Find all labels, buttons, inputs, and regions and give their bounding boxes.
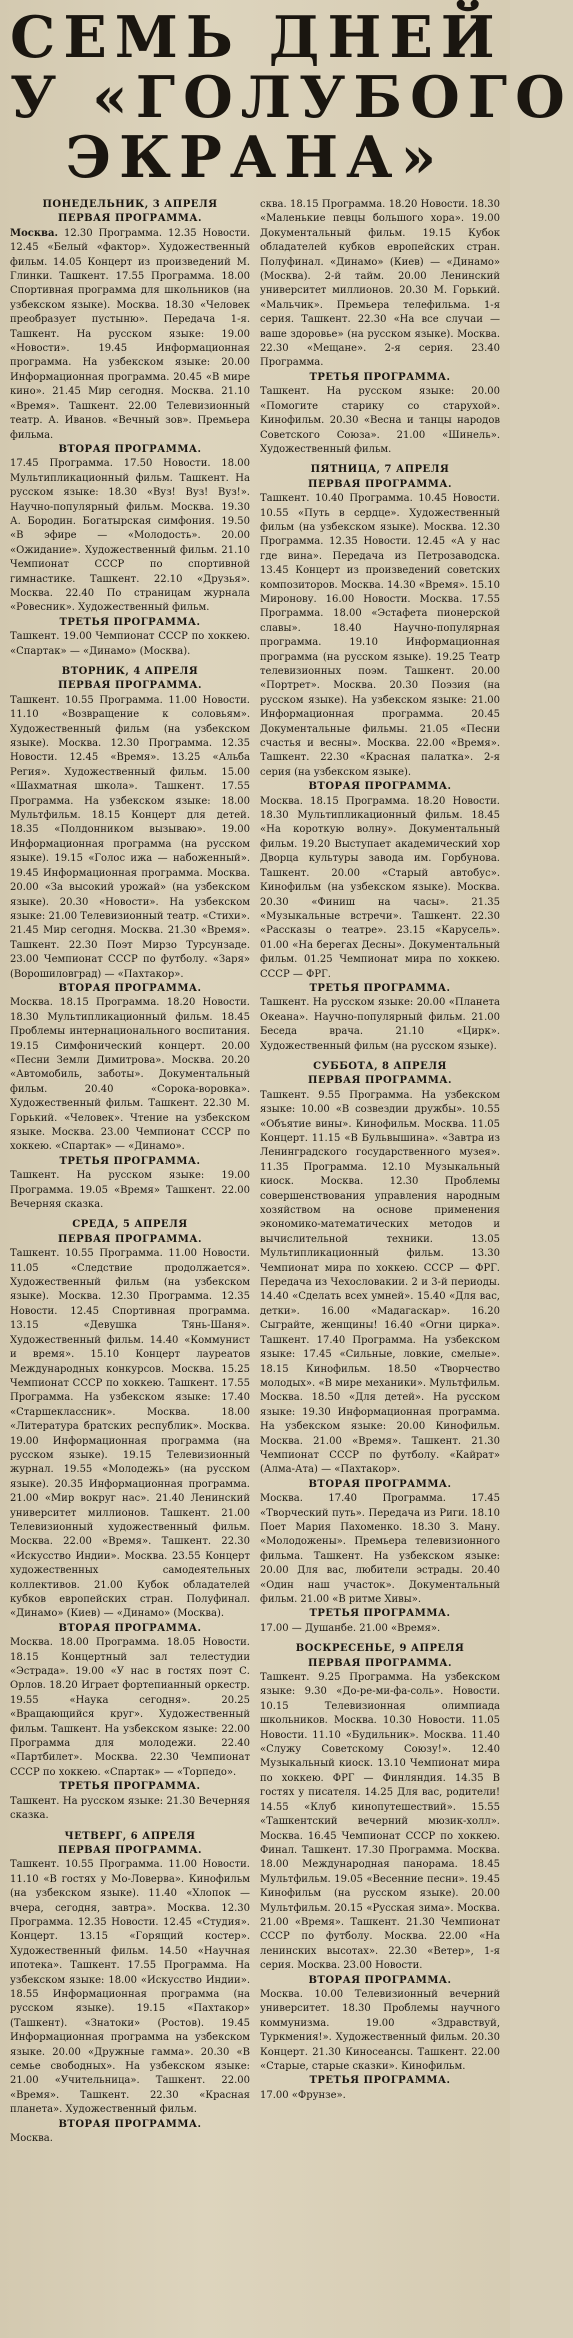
day-title-saturday: СУББОТА, 8 АПРЕЛЯ — [313, 1060, 447, 1072]
city-label: Москва. — [10, 227, 58, 239]
schedule-text: Ташкент. 10.55 Программа. 11.00 Новости. 11.10 «В гостях у Мо-Ловерва». Кинофильм (на узбекском языке). 11.40 «Хлопок — вчера, сегодня, завтра». Москва. 12.30 Программа. 12.35 Новости. 12.45 «Студия». Концерт. 13.15 «Горящий костер». Художественный фильм. 14.50 «Научная ипотека». Ташкент. 17.55 Программа. На узбекском языке: 18.00 «Искусство Индии». 18.55 Информационная программа (на русском языке). 19.15 «Пахтакор» (Ташкент). «Знатоки» (Ростов). 19.45 Информационная программа на узбекском языке. 20.00 «Дружные гамма». 20.30 «В семье свободных». На узбекском языке: 21.00 «Учительница». Ташкент. 22.00 «Время». Ташкент. 22.30 «Красная планета». Художественный фильм. — [10, 1859, 250, 2116]
channel-heading: ПЕРВАЯ ПРОГРАММА. — [308, 478, 452, 490]
schedule-text: Ташкент. 9.55 Программа. На узбекском языке: 10.00 «В созвездии дружбы». 10.55 «Объятие вины». Кинофильм. Москва. 11.05 Концерт. 11.15 «В Бульвышина». «Завтра из Ленинградского государственного музея». 11.35 Программа. 12.10 Музыкальный киоск. Москва. 12.30 Проблемы совершенствования управления народным хозяйством на основе применения экономико-математических методов и вычислительной техники. 13.05 Мультипликационный фильм. 13.30 Чемпионат мира по хоккею. СССР — ФРГ. Передача из Чехословакии. 2 и 3-й периоды. 14.40 «Сделать всех умней». 15.40 «Для вас, детки». 16.00 «Мадагаскар». 16.20 Сыграйте, женщины! 16.40 «Огни цирка». Ташкент. 17.40 Программа. На узбекском языке: 17.45 «Сильные, ловкие, смелые». 18.15 Кинофильм. 18.50 «Творчество молодых». «В мире механики». Мультфильм. Москва. 18.50 «Для детей». На русском языке: 19.30 Информационная программа. На узбекском языке: 20.00 Кинофильм. Москва. 21.00 «Время». Ташкент. 21.30 Чемпионат СССР по футболу. «Кайрат» (Алма-Ата) — «Пахтакор». — [260, 1089, 500, 1476]
channel-heading: ВТОРАЯ ПРОГРАММА. — [308, 1974, 452, 1986]
right-column — [260, 198, 500, 2146]
schedule-text: Ташкент. На русском языке: 20.00 «Планета Океана». Научно-популярный фильм. 21.00 Беседа врача. 21.10 «Цирк». Художественный фильм (на русском языке). — [260, 997, 500, 1052]
channel-heading: ВТОРАЯ ПРОГРАММА. — [58, 1622, 202, 1634]
schedule-text: 17.45 Программа. 17.50 Новости. 18.00 Мультипликационный фильм. Ташкент. На русском языке: 18.30 «Вуз! Вуз! Вуз!». Научно-популярный фильм. Москва. 19.30 А. Бородин. Богатырская симфония. 19.50 «В эфире — «Молодость». 20.00 «Ожидание». Художественный фильм. 21.10 Чемпионат СССР по спортивной гимнастике. Ташкент. 22.10 «Друзья». Москва. 22.40 По страницам журнала «Ровесник». Художественный фильм. — [10, 458, 250, 614]
schedule-text: Ташкент. 10.55 Программа. 11.00 Новости. 11.10 «Возвращение к соловьям». Художественный фильм (на узбекском языке). Москва. 12.30 Программа. 12.35 Новости. 12.45 «Время». 13.25 «Альба Регия». Художественный фильм. 15.00 «Шахматная школа». Ташкент. 17.55 Программа. На узбекском языке: 18.00 Мультфильм. 18.15 Концерт для детей. 18.35 «Полдонником вызываю». 19.00 Информационная программа (на русском языке). 19.15 «Голос ижа — набоженный». 19.45 Информационная программа. Москва. 20.00 «За высокий урожай» (на узбекском языке). 20.30 «Новости». На узбекском языке: 21.00 Телевизионный театр. «Стихи». 21.45 Мир сегодня. Москва. 21.30 «Время». Ташкент. 22.30 Поэт Мирзо Турсунзаде. 23.00 Чемпионат СССР по футболу. «Заря» (Ворошиловград) — «Пахтакор». — [10, 694, 250, 980]
day-title-monday: ПОНЕДЕЛЬНИК, 3 АПРЕЛЯ — [42, 199, 218, 210]
day-title-friday: ПЯТНИЦА, 7 АПРЕЛЯ — [310, 464, 450, 476]
masthead-line-1: СЕМЬ ДНЕЙ — [10, 4, 503, 71]
schedule-text: Москва. 12.30 Программа. 12.35 Новости. 12.45 «Белый «фактор». Художественный фильм. 14.05 Концерт из произведений М. Глинки. Ташкент. 17.55 Программа. 18.00 Спортивная программа для школьников (на узбекском языке). Москва. 18.30 «Человек преобразует пустыню». Передача 1-я. Ташкент. На русском языке: 19.00 «Новости». 19.45 Информационная программа. На узбекском языке: 20.00 Информационная программа. 20.45 «В мире кино». 21.45 Мир сегодня. Москва. 21.10 «Время». Ташкент. 22.00 Телевизионный театр. А. Иванов. «Вечный зов». Премьера фильма. — [10, 227, 250, 441]
channel-heading: ПЕРВАЯ ПРОГРАММА. — [58, 680, 202, 692]
schedule-text: 17.00 «Фрунзе». — [260, 2089, 346, 2101]
schedule-text: Ташкент. 19.00 Чемпионат СССР по хоккею. «Спартак» — «Динамо» (Москва). — [10, 631, 250, 657]
channel-heading: ТРЕТЬЯ ПРОГРАММА. — [59, 1781, 201, 1793]
masthead-line-2: У «ГОЛУБОГО — [10, 64, 573, 131]
schedule-text: Ташкент. На русском языке: 20.00 «Помогите старику со старухой». Кинофильм. 20.30 «Весна и танцы народов Советского Союза». 21.00 «Шинель». Художественный фильм. — [260, 386, 500, 455]
channel-heading: ПЕРВАЯ ПРОГРАММА. — [308, 1657, 452, 1669]
masthead-line-3: ЭКРАНА» — [65, 124, 445, 191]
channel-heading: ВТОРАЯ ПРОГРАММА. — [58, 982, 202, 994]
left-column — [10, 198, 250, 2146]
channel-heading: ПЕРВАЯ ПРОГРАММА. — [308, 1075, 452, 1087]
day-title-thursday: ЧЕТВЕРГ, 6 АПРЕЛЯ — [64, 1830, 196, 1842]
channel-heading: ВТОРАЯ ПРОГРАММА. — [308, 781, 452, 793]
channel-heading: ТРЕТЬЯ ПРОГРАММА. — [59, 1155, 201, 1167]
schedule-text: Москва. 18.15 Программа. 18.20 Новости. 18.30 Мультипликационный фильм. 18.45 «На короткую волну». Документальный фильм. 19.20 Выступает академический хор Дворца культуры завода им. Горбунова. Ташкент. 20.00 «Старый автобус». Кинофильм (на узбекском языке). Москва. 20.30 «Финиш на часы». 21.35 «Музыкальные встречи». Ташкент. 22.30 «Рассказы о театре». 23.15 «Карусель». 01.00 «На берегах Десны». Документальный фильм. 01.25 Чемпионат мира по хоккею. СССР — ФРГ. — [260, 795, 500, 980]
schedule-text: Москва. 17.40 Программа. 17.45 «Творческий путь». Передача из Риги. 18.10 Поет Мария Пахоменко. 18.30 З. Ману. «Молодожены». Премьера телевизионного фильма. Ташкент. На узбекском языке: 20.00 Для вас, любители эстрады. 20.40 «Один наш участок». Документальный фильм. 21.00 «В ритме Хивы». — [260, 1493, 500, 1605]
schedule-text: Ташкент. На русском языке: 21.30 Вечерняя сказка. — [10, 1795, 250, 1822]
channel-heading: ТРЕТЬЯ ПРОГРАММА. — [309, 2075, 451, 2087]
schedule-text: Москва. 18.00 Программа. 18.05 Новости. 18.15 Концертный зал телестудии «Эстрада». 19.00 «У нас в гостях поэт С. Орлов. 18.20 Играет фортепианный оркестр. 19.55 «Наука сегодня». 20.25 «Вращающийся круг». Художественный фильм. Ташкент. На узбекском языке: 22.00 Программа для молодежи. 22.40 «Партбилет». Москва. 22.30 Чемпионат СССР по хоккею. «Спартак» — «Торпедо». — [10, 1637, 250, 1778]
schedule-text: Ташкент. 10.40 Программа. 10.45 Новости. 10.55 «Путь в сердце». Художественный фильм (на узбекском языке). Москва. 12.30 Программа. 12.35 Новости. 12.45 «А у нас где вина». Передача из Петрозаводска. 13.45 Концерт из произведений советских композиторов. Москва. 14.30 «Время». 15.10 Миронову. 16.00 Новости. Москва. 17.55 Программа. 18.00 «Эстафета пионерской славы». 18.40 Научно-популярная программа. 19.10 Информационная программа (на русском языке). 19.25 Театр телевизионных поэм. Ташкент. 20.00 «Портрет». Москва. 20.30 Поэзия (на русском языке). На узбекском языке: 21.00 Информационная программа. 20.45 Документальные фильмы. 21.05 «Песни счастья и весны». Москва. 22.00 «Время». Ташкент. 22.30 «Красная палатка». 2-я серия (на узбекском языке). — [260, 493, 500, 778]
schedule-text: Ташкент. 9.25 Программа. На узбекском языке: 9.30 «До-ре-ми-фа-соль». Новости. 10.15 Телевизионная олимпиада школьников. Москва. 10.30 Новости. 11.05 Новости. 11.10 «Будильник». Москва. 11.40 «Служу Советскому Союзу!». 12.40 Музыкальный киоск. 13.10 Чемпионат мира по хоккею. ФРГ — Финляндия. 14.35 В гостях у писателя. 14.25 Для вас, родители! 14.55 «Клуб кинопутешествий». 15.55 «Ташкентский вечерний мюзик-холл». Москва. 16.45 Чемпионат СССР по хоккею. Финал. Ташкент. 17.30 Программа. Москва. 18.00 Международная панорама. 18.45 Мультфильм. 19.05 «Весенние песни». 19.45 Кинофильм (на русском языке). 20.00 Мультфильм. 20.15 «Русская зима». Москва. 21.00 «Время». Ташкент. 21.30 Чемпионат СССР по футболу. Москва. 22.00 «На ленинских высотах». 22.30 «Ветер», 1-я серия. Москва. 23.00 Новости. — [260, 1672, 500, 1972]
schedule-text: 17.00 — Душанбе. 21.00 «Время». — [260, 1622, 441, 1634]
day-title-tuesday: ВТОРНИК, 4 АПРЕЛЯ — [61, 666, 199, 677]
channel-heading: ПЕРВАЯ ПРОГРАММА. — [58, 1844, 202, 1856]
channel-heading: ВТОРАЯ ПРОГРАММА. — [58, 2118, 202, 2130]
day-title-sunday: ВОСКРЕСЕНЬЕ, 9 АПРЕЛЯ — [295, 1643, 465, 1655]
channel-heading: ТРЕТЬЯ ПРОГРАММА. — [59, 616, 201, 628]
masthead — [10, 4, 573, 191]
channel-heading: ТРЕТЬЯ ПРОГРАММА. — [309, 982, 451, 994]
day-title-wednesday: СРЕДА, 5 АПРЕЛЯ — [72, 1219, 188, 1231]
channel-heading: ПЕРВАЯ ПРОГРАММА. — [58, 213, 202, 225]
channel-heading: ТРЕТЬЯ ПРОГРАММА. — [309, 371, 451, 383]
schedule-text: Москва. — [10, 2133, 53, 2145]
schedule-text: Москва. 18.15 Программа. 18.20 Новости. 18.30 Мультипликационный фильм. 18.45 Проблемы интернационального воспитания. 19.15 Симфонический концерт. 20.00 «Песни Земли Димитрова». Москва. 20.20 «Автомобиль, заботы». Документальный фильм. 20.40 «Сорока-воровка». Художественный фильм. Ташкент. 22.30 М. Горький. «Человек». Чтение на узбекском языке. Москва. 23.00 Чемпионат СССР по хоккею. «Спартак» — «Динамо». — [10, 997, 250, 1153]
channel-heading: ПЕРВАЯ ПРОГРАММА. — [58, 1233, 202, 1245]
schedule-columns — [10, 198, 500, 2146]
schedule-text: Москва. 10.00 Телевизионный вечерний университет. 18.30 Проблемы научного коммунизма. 19.00 «Здравствуй, Туркмения!». Художественный фильм. 20.30 Концерт. 21.30 Киносеансы. Ташкент. 22.00 «Старые, старые сказки». Кинофильм. — [260, 1988, 500, 2072]
schedule-text: Ташкент. 10.55 Программа. 11.00 Новости. 11.05 «Следствие продолжается». Художественный фильм (на узбекском языке). Москва. 12.30 Программа. 12.35 Новости. 12.45 Спортивная программа. 13.15 «Девушка Тянь-Шаня». Художественный фильм. 14.40 «Коммунист и время». 15.10 Концерт лауреатов Международных конкурсов. Москва. 15.25 Чемпионат СССР по хоккею. Ташкент. 17.55 Программа. На узбекском языке: 17.40 «Старшеклассник». Москва. 18.00 «Литература братских республик». Москва. 19.00 Информационная программа (на русском языке). 19.15 Телевизионный журнал. 19.55 «Молодежь» (на русском языке). 20.35 Информационная программа. 21.00 «Мир вокруг нас». 21.40 Ленинский университет миллионов. Ташкент. 21.00 Телевизионный художественный фильм. Москва. 22.00 «Время». Ташкент. 22.30 «Искусство Индии». Москва. 23.55 Концерт художественных самодеятельных коллективов. 21.00 Кубок обладателей кубков европейских стран. Полуфинал. «Динамо» (Киев) — «Динамо» (Москва). — [10, 1248, 250, 1620]
schedule-text: Ташкент. На русском языке: 19.00 Программа. 19.05 «Время» Ташкент. 22.00 Вечерняя сказка. — [10, 1170, 250, 1211]
channel-heading: ВТОРАЯ ПРОГРАММА. — [58, 443, 202, 455]
channel-heading: ВТОРАЯ ПРОГРАММА. — [308, 1478, 452, 1490]
channel-heading: ТРЕТЬЯ ПРОГРАММА. — [309, 1608, 451, 1620]
schedule-text: сква. 18.15 Программа. 18.20 Новости. 18.30 «Маленькие певцы большого хора». 19.00 Документальный фильм. 19.15 Кубок обладателей кубков европейских стран. Полуфинал. «Динамо» (Киев) — «Динамо» (Москва). 2-й тайм. 20.00 Ленинский университет миллионов. 20.30 М. Горький. «Мальчик». Премьера телефильма. 1-я серия. Ташкент. 22.30 «На все случаи — ваше здоровье» (на русском языке). Москва. 22.30 «Мещане». 2-я серия. 23.40 Программа. — [260, 199, 500, 369]
